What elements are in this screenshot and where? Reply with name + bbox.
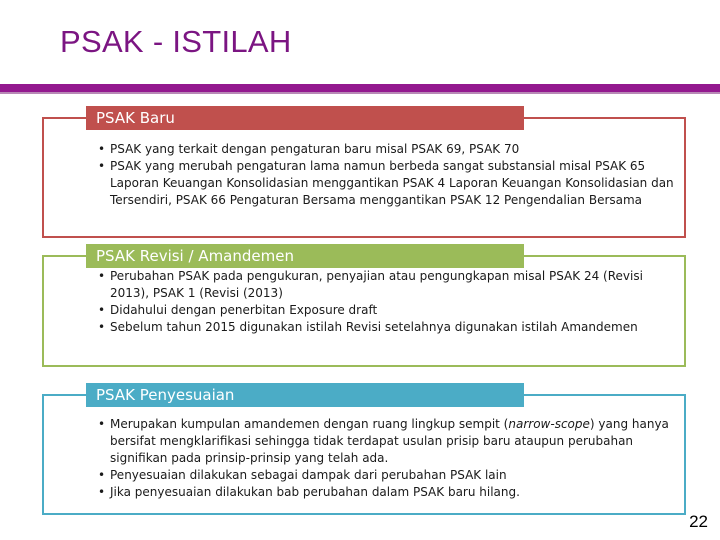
list-item-italic-term: narrow-scope <box>508 417 590 431</box>
section-psak-revisi-heading: PSAK Revisi / Amandemen <box>86 244 524 268</box>
section-psak-baru-list <box>98 141 674 209</box>
section-psak-penyesuaian-list <box>98 416 674 501</box>
section-psak-penyesuaian-panel <box>42 394 686 515</box>
list-item: • Perubahan PSAK pada pengukuran, penyajian atau pengungkapan misal PSAK 24 (Revisi 2013), PSAK 1 (Revisi (2013) <box>98 268 674 302</box>
list-item: • Jika penyesuaian dilakukan bab perubahan dalam PSAK baru hilang. <box>98 484 674 501</box>
section-psak-revisi-panel <box>42 255 686 367</box>
title-divider-bar <box>0 84 720 92</box>
list-item: • Didahului dengan penerbitan Exposure draft <box>98 302 674 319</box>
list-item: • PSAK yang merubah pengaturan lama namun berbeda sangat substansial misal PSAK 65 Laporan Keuangan Konsolidasian menggantikan PSAK 4 Laporan Keuangan Konsolidasian dan Tersendiri, PSAK 66 Pengaturan Bersama menggantikan PSAK 12 Pengendalian Bersama <box>98 158 674 209</box>
section-psak-baru-heading: PSAK Baru <box>86 106 524 130</box>
list-item-text: Merupakan kumpulan amandemen dengan ruang lingkup sempit ( <box>110 417 509 431</box>
page-title: PSAK - ISTILAH <box>60 24 292 59</box>
section-psak-baru-panel <box>42 117 686 238</box>
section-psak-penyesuaian-heading: PSAK Penyesuaian <box>86 383 524 407</box>
page-number: 22 <box>689 512 708 531</box>
list-item: • PSAK yang terkait dengan pengaturan baru misal PSAK 69, PSAK 70 <box>98 141 674 158</box>
list-item: • Sebelum tahun 2015 digunakan istilah Revisi setelahnya digunakan istilah Amandemen <box>98 319 674 336</box>
list-item <box>98 416 674 467</box>
list-item: • Penyesuaian dilakukan sebagai dampak dari perubahan PSAK lain <box>98 467 674 484</box>
list-item-text: ) yang hanya bersifat mengklarifikasi sehingga tidak terdapat usulan prisip baru ataupun perubahan signifikan pada prinsip-prinsip yang telah ada. <box>110 417 669 465</box>
section-psak-revisi-list <box>98 268 674 336</box>
title-divider-shadow <box>0 92 720 94</box>
